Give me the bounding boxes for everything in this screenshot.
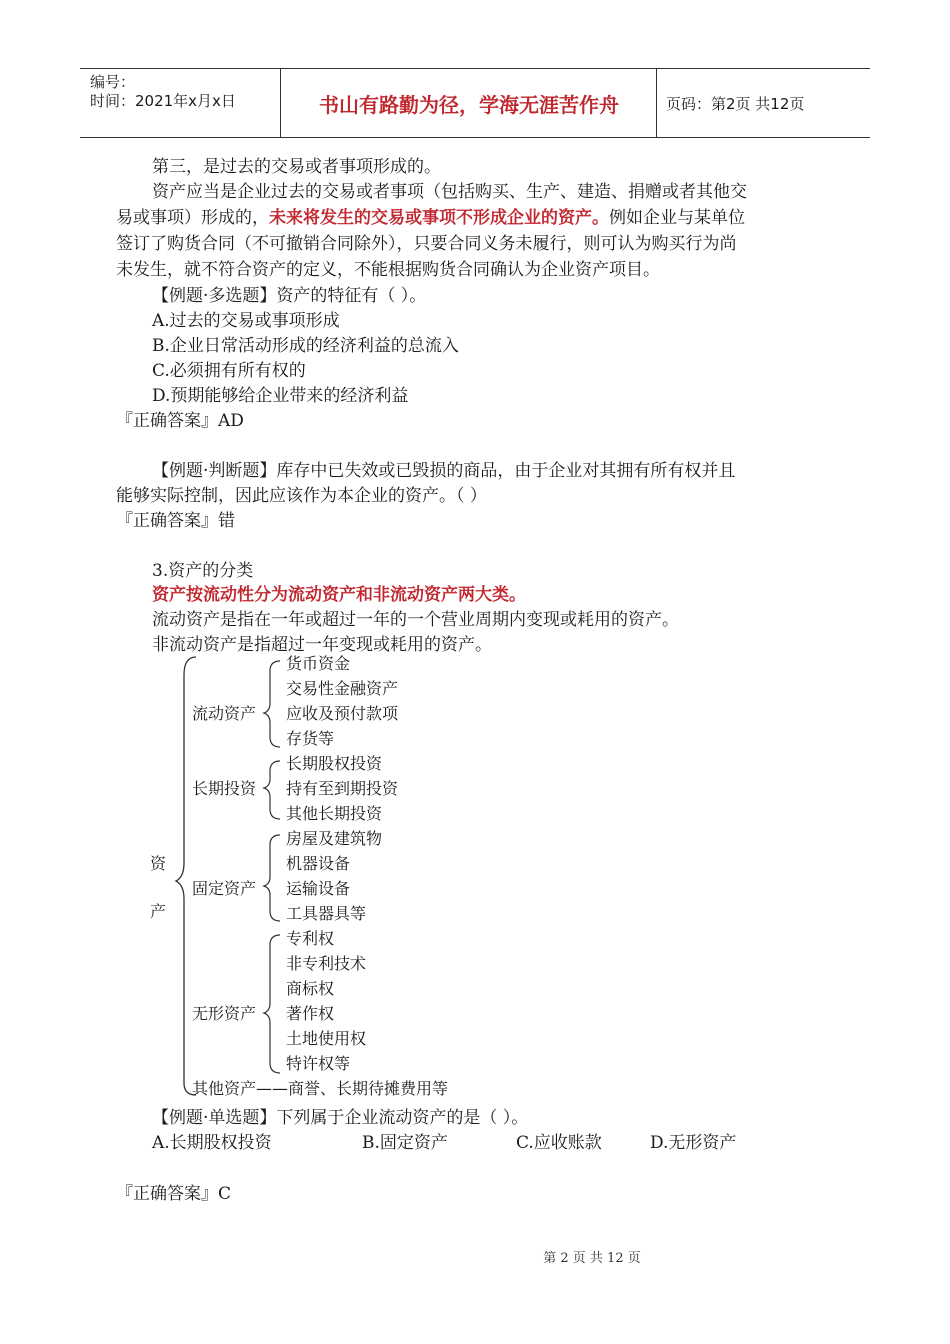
diagram-item: 非专利技术	[286, 954, 367, 973]
question-1-option-b: B.企业日常活动形成的经济利益的总流入	[152, 336, 459, 356]
footer-page-number: 第 2 页 共 12 页	[543, 1251, 641, 1266]
diagram-item: 其他长期投资	[286, 804, 383, 823]
diagram-item: 专利权	[286, 929, 335, 948]
diagram-item: 存货等	[286, 729, 335, 748]
page-footer	[0, 1247, 950, 1266]
text-run: 例如企业与某单位	[609, 208, 745, 228]
group-brace-intangible	[264, 935, 280, 1073]
group-label-long-term-investment: 长期投资	[192, 779, 257, 798]
diagram-item: 持有至到期投资	[286, 779, 399, 798]
question-3-option-c: C.应收账款	[516, 1133, 602, 1153]
question-1-option-d: D.预期能够给企业带来的经济利益	[152, 386, 409, 406]
paragraph-2-line-3: 签订了购货合同（不可撤销合同除外），只要合同义务未履行，则可认为购买行为尚	[116, 234, 737, 254]
diagram-item: 长期股权投资	[286, 754, 383, 773]
header-divider	[656, 69, 657, 137]
diagram-item: 工具器具等	[286, 904, 367, 923]
section-3-line-2: 非流动资产是指超过一年变现或耗用的资产。	[152, 635, 492, 655]
diagram-item: 土地使用权	[286, 1029, 367, 1048]
diagram-root-char-2: 产	[150, 902, 167, 921]
question-1-stem: 【例题·多选题】资产的特征有（ ）。	[152, 286, 427, 306]
question-3-option-a: A.长期股权投资	[152, 1133, 272, 1153]
group-label-intangible-assets: 无形资产	[192, 1004, 257, 1023]
question-3-option-b: B.固定资产	[362, 1133, 448, 1153]
diagram-item: 运输设备	[286, 879, 351, 898]
paragraph-2-line-1: 资产应当是企业过去的交易或者事项（包括购买、生产、建造、捐赠或者其他交	[152, 182, 747, 202]
page-header	[80, 68, 870, 138]
group-label-fixed-assets: 固定资产	[192, 879, 257, 898]
question-1-option-a: A.过去的交易或事项形成	[152, 311, 340, 331]
header-divider	[280, 69, 281, 137]
question-2-line-2: 能够实际控制，因此应该作为本企业的资产。（ ）	[116, 486, 487, 506]
highlight-text: 未来将发生的交易或事项不形成企业的资产。	[269, 208, 609, 228]
header-page-info: 页码：第2页 共12页	[666, 95, 805, 113]
group-brace-current	[264, 661, 280, 747]
diagram-item: 特许权等	[286, 1054, 351, 1073]
section-3-line-1: 流动资产是指在一年或超过一年的一个营业周期内变现或耗用的资产。	[152, 610, 679, 630]
paragraph-2-line-2	[116, 206, 745, 230]
diagram-item: 交易性金融资产	[286, 679, 399, 698]
diagram-root-char-1: 资	[150, 854, 167, 873]
question-3-stem: 【例题·单选题】下列属于企业流动资产的是（ ）。	[152, 1108, 529, 1128]
diagram-item: 房屋及建筑物	[286, 829, 383, 848]
question-3-answer: 『正确答案』C	[116, 1184, 232, 1204]
question-2-line-1: 【例题·判断题】库存中已失效或已毁损的商品，由于企业对其拥有所有权并且	[152, 461, 736, 481]
section-3-title: 3.资产的分类	[152, 561, 254, 581]
text-run: 易或事项）形成的，	[116, 208, 269, 228]
time-label: 时间：2021年x月x日	[90, 92, 236, 110]
diagram-item: 著作权	[286, 1004, 335, 1023]
question-1-option-c: C.必须拥有所有权的	[152, 361, 306, 381]
question-2-answer: 『正确答案』错	[116, 511, 235, 531]
diagram-item: 应收及预付款项	[286, 704, 399, 723]
header-motto: 书山有路勤为径，学海无涯苦作舟	[319, 93, 619, 117]
header-meta	[90, 73, 236, 111]
paragraph-2-line-4: 未发生，就不符合资产的定义，不能根据购货合同确认为企业资产项目。	[116, 260, 660, 280]
group-brace-investment	[264, 761, 280, 819]
question-3-option-d: D.无形资产	[650, 1133, 737, 1153]
question-1-answer: 『正确答案』AD	[116, 411, 244, 431]
diagram-item: 商标权	[286, 979, 335, 998]
group-label-current-assets: 流动资产	[192, 704, 257, 723]
diagram-item: 货币资金	[286, 654, 351, 673]
group-brace-fixed	[264, 835, 280, 921]
other-assets-line: 其他资产——商誉、长期待摊费用等	[192, 1079, 449, 1098]
paragraph-1: 第三，是过去的交易或者事项形成的。	[152, 157, 441, 177]
code-label: 编号：	[90, 73, 136, 91]
section-3-key-point: 资产按流动性分为流动资产和非流动资产两大类。	[152, 585, 526, 605]
diagram-item: 机器设备	[286, 854, 351, 873]
